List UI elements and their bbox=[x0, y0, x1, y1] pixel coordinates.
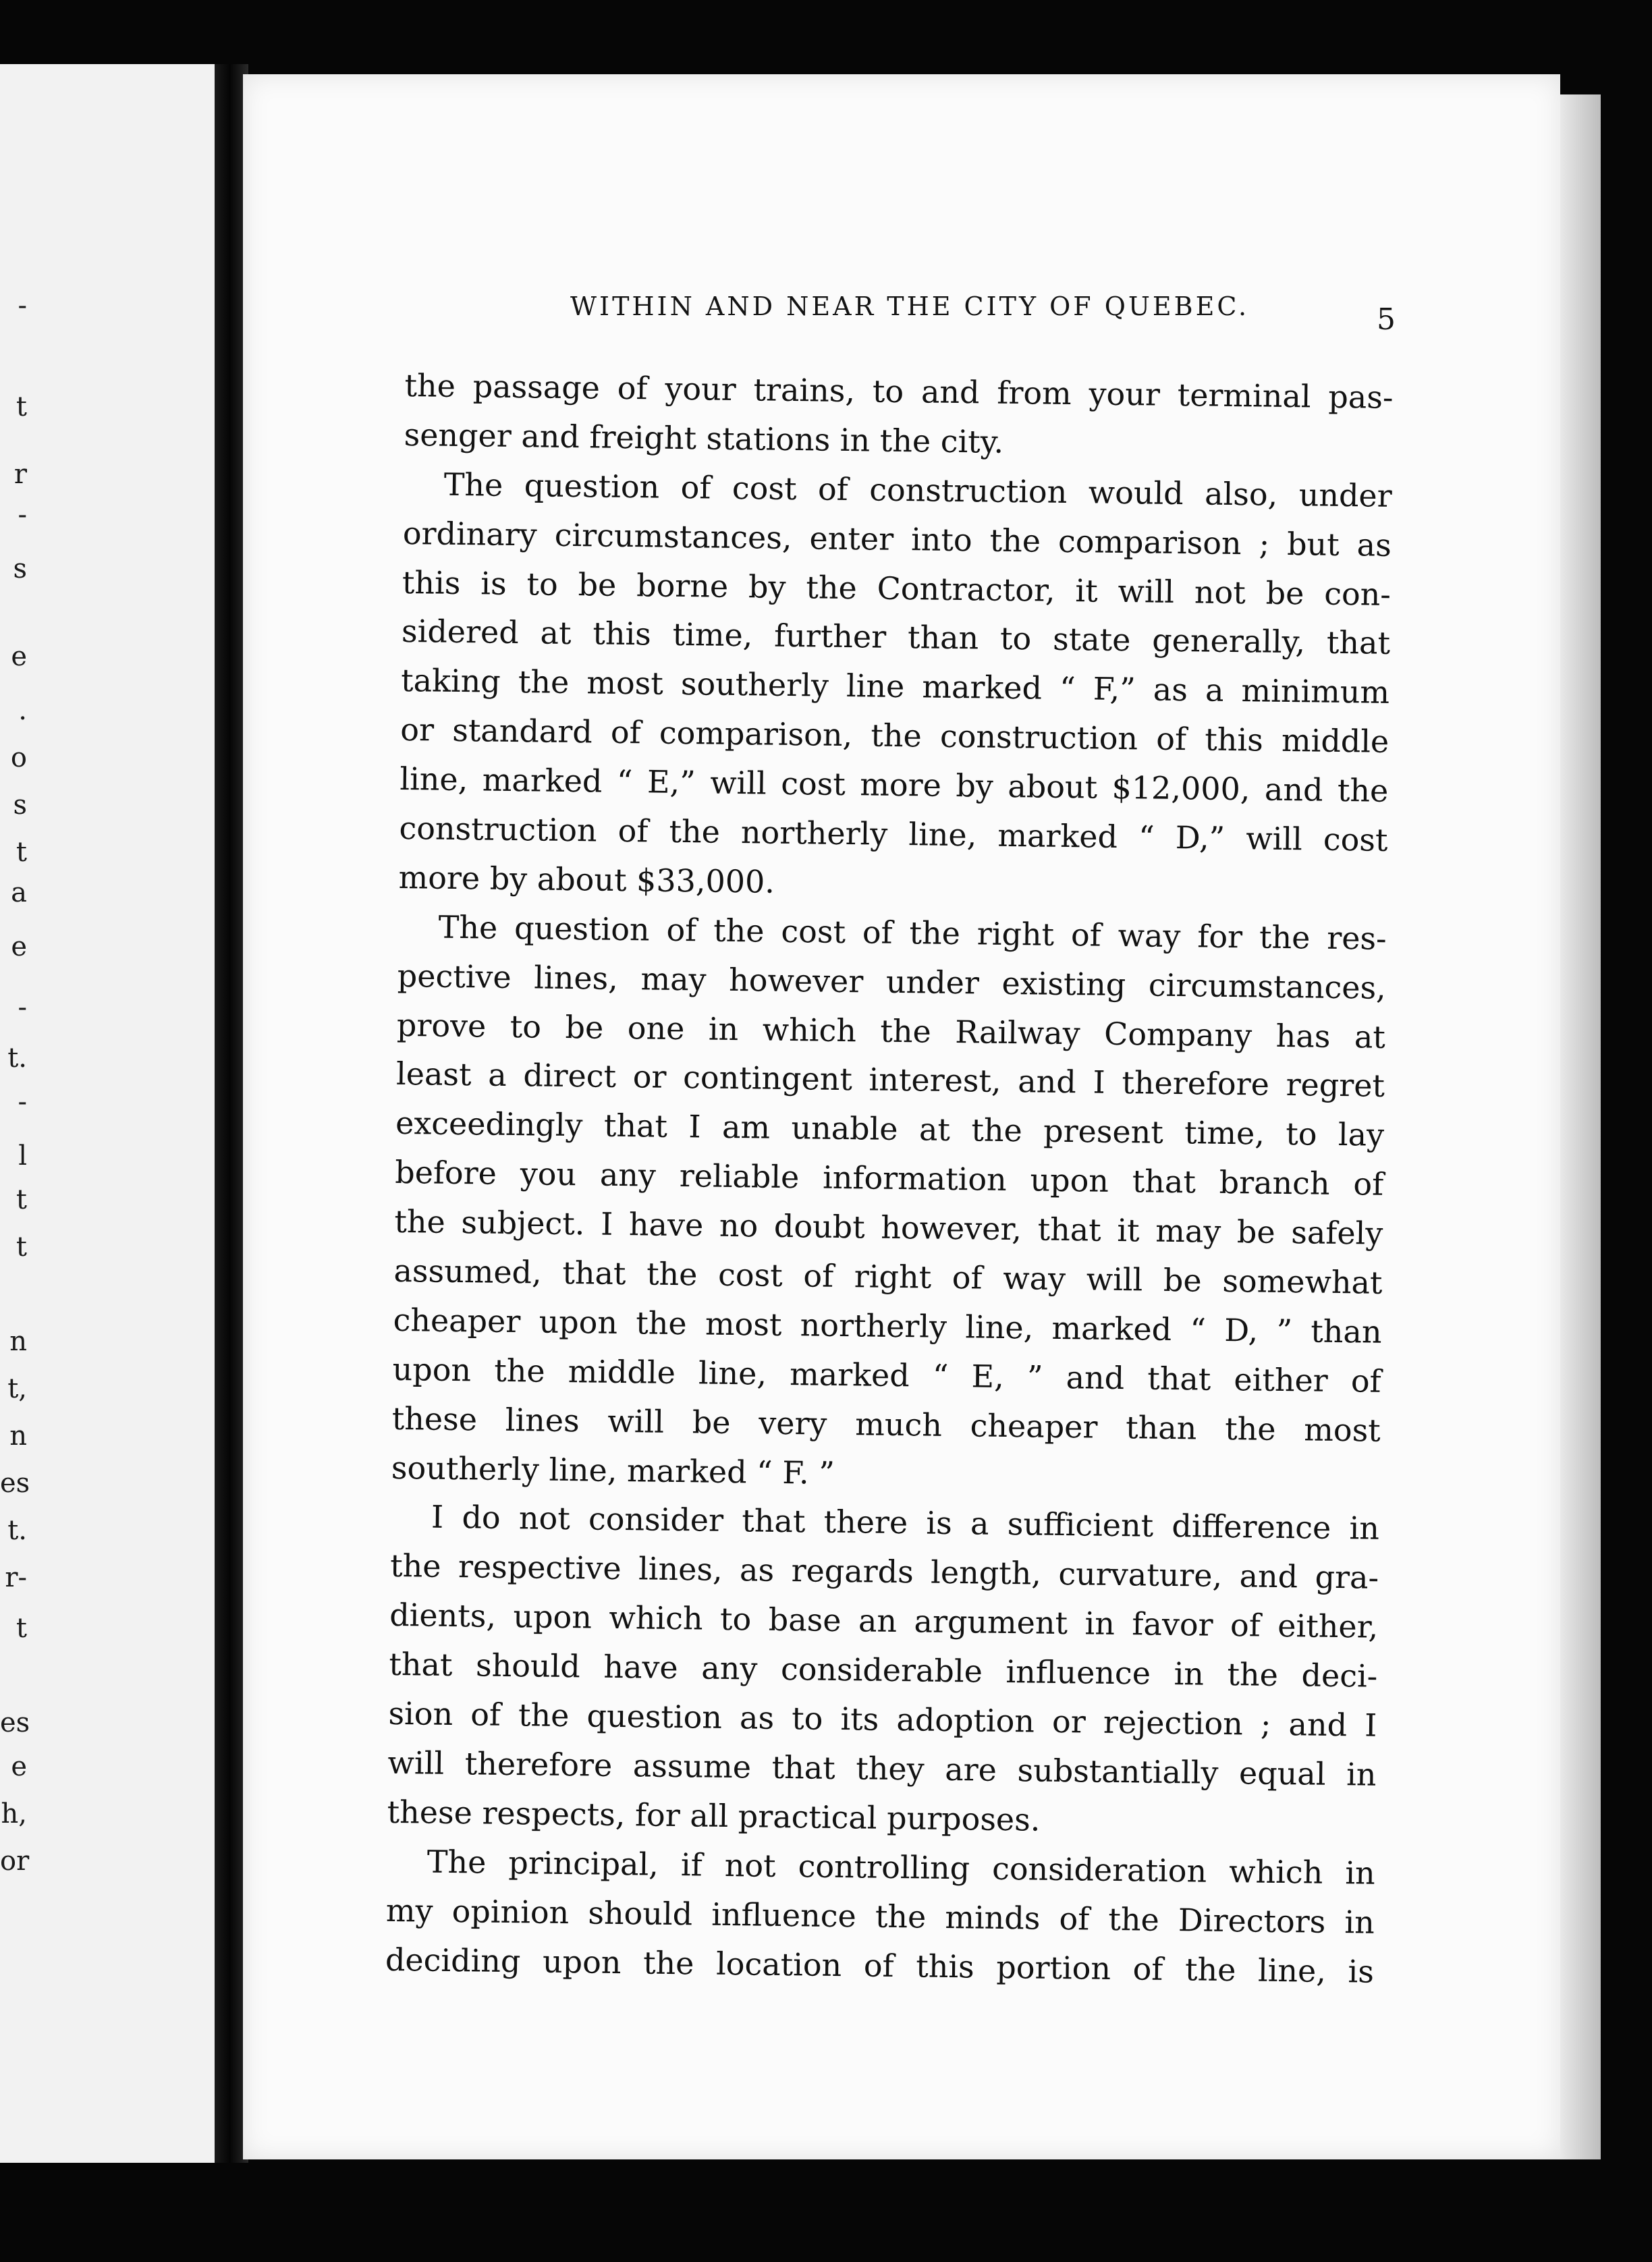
left-page-fragment: r- bbox=[5, 1562, 27, 1593]
left-page-fragment: t, bbox=[7, 1373, 27, 1404]
text-line: pective lines, may however under existing circumstances, bbox=[397, 957, 1387, 1006]
left-page-fragment: r bbox=[13, 459, 27, 490]
text-line: before you any reliable information upon that branch of bbox=[394, 1154, 1384, 1203]
left-page-fragment: o bbox=[10, 742, 27, 773]
left-page-fragment: - bbox=[18, 499, 27, 530]
body-text bbox=[385, 361, 1394, 1996]
left-page-fragment: s bbox=[13, 790, 27, 821]
left-page-fragment: t bbox=[16, 1184, 27, 1215]
text-line: these lines will be very much cheaper than the most bbox=[391, 1400, 1381, 1449]
text-line: least a direct or contingent interest, and I therefore regret bbox=[395, 1055, 1385, 1105]
text-line: The question of the cost of the right of way for the res- bbox=[438, 908, 1387, 957]
text-line: prove to be one in which the Railway Company has at bbox=[396, 1006, 1386, 1055]
text-line: line, marked “ E,” will cost more by about $12,000, and the bbox=[400, 761, 1389, 809]
page-number: 5 bbox=[1377, 302, 1396, 337]
text-line: sion of the question as to its adoption or rejection ; and I bbox=[388, 1694, 1377, 1744]
left-page-fragment: e bbox=[11, 1751, 27, 1782]
text-line: more by about $33,000. bbox=[398, 858, 775, 900]
left-page-fragment: a bbox=[11, 877, 27, 908]
left-page-fragment: t bbox=[16, 1613, 27, 1644]
left-page-fragment: n bbox=[9, 1420, 27, 1452]
left-page-fragment: l bbox=[18, 1140, 27, 1171]
left-facing-page bbox=[0, 64, 223, 2163]
text-line: the respective lines, as regards length, curvature, and gra- bbox=[389, 1547, 1379, 1597]
text-line: The question of cost of construction would also, under bbox=[443, 466, 1392, 514]
left-page-fragment: s bbox=[13, 553, 27, 584]
text-line: deciding upon the location of this portion of the line, is bbox=[385, 1941, 1375, 1990]
page-edge-shadow bbox=[1560, 94, 1601, 2159]
text-line: sidered at this time, further than to state generally, that bbox=[401, 613, 1391, 662]
left-page-fragment: t bbox=[16, 837, 27, 868]
left-page-fragment: - bbox=[18, 290, 27, 321]
text-line: the subject. I have no doubt however, that it may be safely bbox=[394, 1203, 1383, 1252]
text-line: upon the middle line, marked “ E, ” and that either of bbox=[392, 1350, 1381, 1400]
running-head: WITHIN AND NEAR THE CITY OF QUEBEC. bbox=[570, 292, 1250, 321]
text-line: or standard of comparison, the construction of this middle bbox=[400, 711, 1389, 761]
text-line: this is to be borne by the Contractor, it will not be con- bbox=[402, 563, 1392, 613]
text-line: these respects, for all practical purposes. bbox=[387, 1793, 1041, 1838]
left-page-fragment: . bbox=[18, 695, 27, 726]
left-page-fragment: h, bbox=[1, 1798, 27, 1829]
left-page-fragment: t. bbox=[7, 1043, 27, 1074]
left-page-fragment: e bbox=[11, 931, 27, 962]
text-line: my opinion should influence the minds of the Directors in bbox=[385, 1892, 1375, 1941]
text-line: senger and freight stations in the city. bbox=[404, 416, 1004, 460]
text-line: exceedingly that I am unable at the present time, to lay bbox=[395, 1105, 1385, 1154]
left-page-fragment: t. bbox=[7, 1515, 27, 1546]
text-line: southerly line, marked “ F. ” bbox=[391, 1449, 835, 1491]
text-line: taking the most southerly line marked “ F,” as a minimum bbox=[400, 662, 1390, 711]
left-page-fragment: e bbox=[11, 641, 27, 672]
text-line: construction of the northerly line, marked “ D,” will cost bbox=[399, 809, 1388, 858]
text-line: I do not consider that there is a sufficient difference in bbox=[431, 1499, 1380, 1547]
left-page-fragment: n bbox=[9, 1326, 27, 1357]
left-page-fragment: or bbox=[0, 1846, 30, 1877]
left-page-fragment: t bbox=[16, 391, 27, 422]
text-line: the passage of your trains, to and from your terminal pas- bbox=[404, 366, 1394, 416]
text-line: ordinary circumstances, enter into the comparison ; but as bbox=[402, 514, 1392, 563]
left-page-fragment: - bbox=[18, 992, 27, 1023]
text-line: assumed, that the cost of right of way will be somewhat bbox=[393, 1252, 1383, 1301]
text-line: cheaper upon the most northerly line, marked “ D, ” than bbox=[393, 1301, 1382, 1350]
text-line: The principal, if not controlling consideration which in bbox=[426, 1843, 1376, 1892]
left-page-fragment: es bbox=[0, 1468, 30, 1499]
text-line: will therefore assume that they are substantially equal in bbox=[387, 1744, 1377, 1793]
left-page-fragment: es bbox=[0, 1707, 30, 1738]
text-line: dients, upon which to base an argument in favor of either, bbox=[389, 1597, 1379, 1646]
left-page-fragment: t bbox=[16, 1232, 27, 1263]
left-page-fragment: - bbox=[18, 1086, 27, 1118]
text-line: that should have any considerable influence in the deci- bbox=[389, 1646, 1378, 1694]
